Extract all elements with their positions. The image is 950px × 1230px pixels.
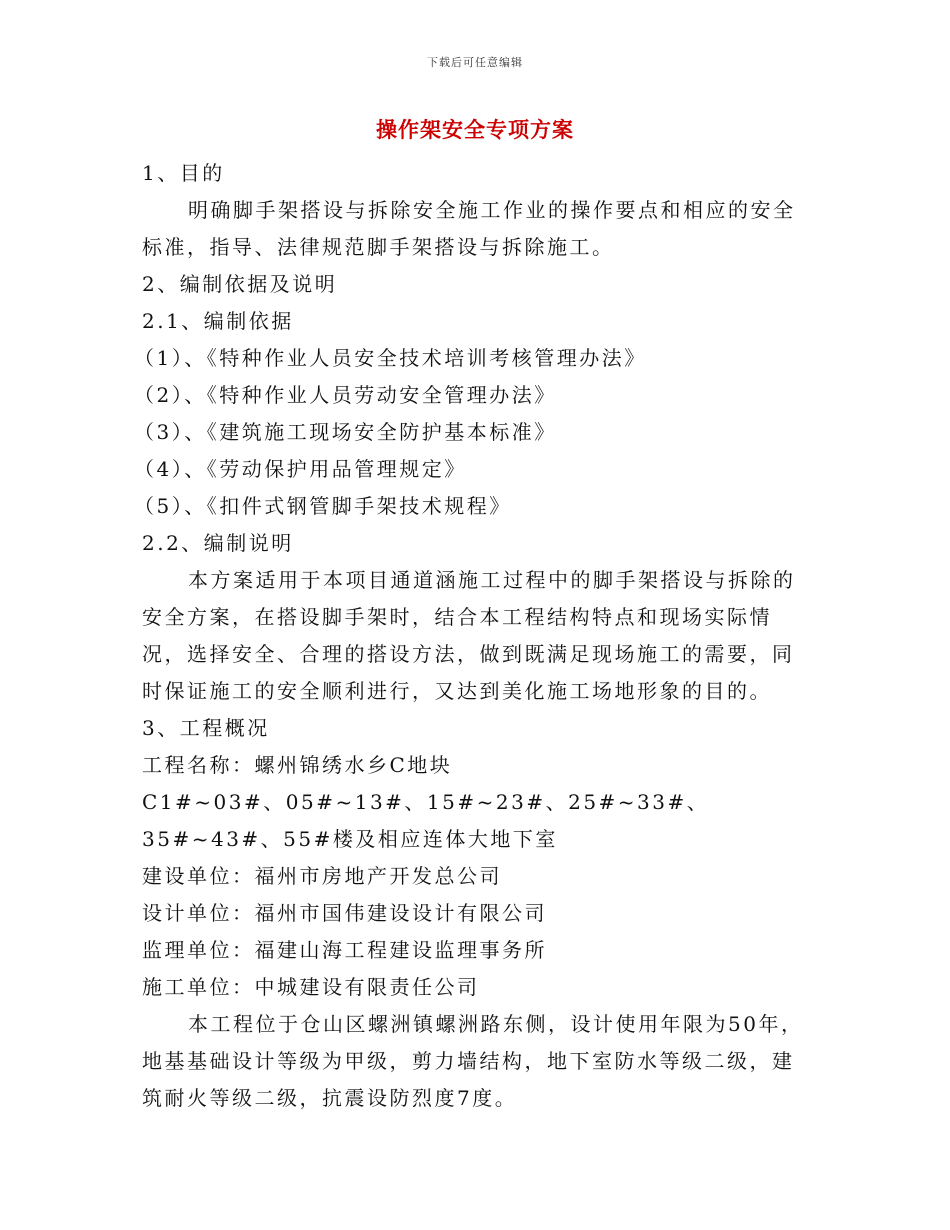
section-heading-purpose: 1、目的 — [142, 161, 225, 185]
reference-item: （2）、《特种作业人员劳动安全管理办法》 — [134, 383, 557, 407]
project-scope: C1#~03#、05#~13#、15#~23#、25#~33#、35#~43#、55#楼及相应连体大地下室 — [142, 790, 710, 851]
reference-item: （1）、《特种作业人员安全技术培训考核管理办法》 — [134, 346, 647, 370]
section-heading-basis: 2、编制依据及说明 — [142, 272, 338, 296]
page-header-note: 下载后可任意编辑 — [427, 56, 523, 69]
section-heading-overview: 3、工程概况 — [142, 716, 270, 740]
document-body — [134, 155, 810, 1117]
reference-item: （4）、《劳动保护用品管理规定》 — [134, 457, 467, 481]
overview-paragraph: 本工程位于仓山区螺洲镇螺洲路东侧，设计使用年限为50年，地基基础设计等级为甲级，剪力墙结构，地下室防水等级二级，建筑耐火等级二级，抗震设防烈度7度。 — [142, 1012, 804, 1110]
reference-item: （3）、《建筑施工现场安全防护基本标准》 — [134, 420, 557, 444]
builder-unit: 建设单位：福州市房地产开发总公司 — [142, 864, 502, 888]
subsection-heading-basis: 2.1、编制依据 — [142, 309, 294, 333]
reference-item: （5）、《扣件式钢管脚手架技术规程》 — [134, 494, 512, 518]
subsection-heading-notes: 2.2、编制说明 — [142, 531, 294, 555]
project-name: 工程名称：螺州锦绣水乡C地块 — [142, 753, 453, 777]
purpose-paragraph: 明确脚手架搭设与拆除安全施工作业的操作要点和相应的安全标准，指导、法律规范脚手架搭设与拆除施工。 — [142, 198, 796, 259]
supervisor-unit: 监理单位：福建山海工程建设监理事务所 — [142, 938, 547, 962]
notes-paragraph: 本方案适用于本项目通道涵施工过程中的脚手架搭设与拆除的安全方案，在搭设脚手架时，结合本工程结构特点和现场实际情况，选择安全、合理的搭设方法，做到既满足现场施工的需要，同时保证施工的安全顺利进行，又达到美化施工场地形象的目的。 — [142, 568, 796, 703]
document-title: 操作架安全专项方案 — [376, 117, 574, 142]
contractor-unit: 施工单位：中城建设有限责任公司 — [142, 975, 480, 999]
designer-unit: 设计单位：福州市国伟建设设计有限公司 — [142, 901, 547, 925]
